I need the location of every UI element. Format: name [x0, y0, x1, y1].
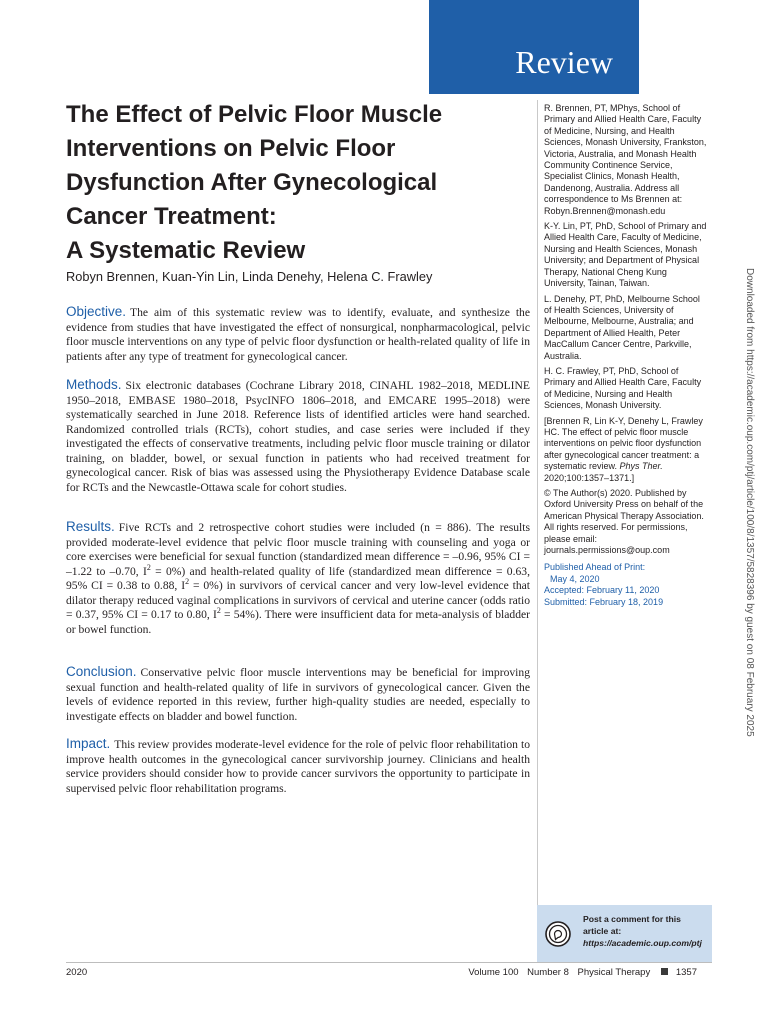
results-text: = 0%) and health-related quality of life (standardized mean difference = 0.63, 95% CI = 0.38 to 0.88, I [66, 564, 530, 592]
comment-line: Post a comment for this [583, 914, 681, 924]
results-heading: Results. [66, 519, 115, 534]
abstract-impact [66, 737, 530, 796]
publication-dates [544, 562, 709, 608]
copyright-notice: © The Author(s) 2020. Published by Oxford University Press on behalf of the American Physical Therapy Association. All rights reserved. For permissions, please email: journals.permissions@oup.com [544, 488, 704, 556]
superscript: 2 [216, 606, 221, 616]
published-date: May 4, 2020 [550, 573, 600, 584]
submitted-date: Submitted: February 18, 2019 [544, 596, 664, 607]
comment-line: article at: [583, 926, 622, 936]
affiliation: L. Denehy, PT, PhD, Melbourne School of Health Sciences, University of Melbourne, Melbourne, Australia; and Department of Allied Health, Peter MacCallum Cancer Centre, Parkville, Australia. [544, 293, 700, 361]
superscript: 2 [185, 577, 190, 587]
footer-year: 2020 [66, 967, 88, 978]
accepted-date: Accepted: February 11, 2020 [544, 585, 660, 596]
footer-number: Number 8 [527, 967, 569, 978]
abstract-methods [66, 378, 530, 495]
objective-heading: Objective. [66, 304, 127, 319]
affiliation: H. C. Frawley, PT, PhD, School of Primary and Allied Health Care, Faculty of Medicine, Nursing and Health Sciences, Monash University. [544, 365, 702, 411]
title-line: The Effect of Pelvic Floor Muscle [66, 101, 443, 128]
abstract-objective [66, 305, 530, 364]
title-line: Dysfunction After Gynecological [66, 169, 438, 196]
superscript: 2 [146, 562, 151, 572]
comment-bubble-icon [545, 921, 571, 947]
column-divider [537, 100, 538, 960]
comment-link[interactable]: https://academic.oup.com/ptj [583, 938, 702, 948]
citation-details: 2020;100:1357–1371.] [544, 472, 635, 483]
conclusion-heading: Conclusion. [66, 664, 137, 679]
impact-text: This review provides moderate-level evidence for the role of pelvic floor rehabilitation to improve health outcomes in the gynecological cancer survivorship journey. Clinicians and health service providers should consider how to provide cancer survivors the opportunity to participate in supervised pelvic floor rehabilitation programs. [66, 738, 530, 795]
footer-journal: Physical Therapy [577, 967, 651, 978]
abstract-conclusion [66, 665, 530, 724]
impact-heading: Impact. [66, 736, 111, 751]
footer-page: 1357 [675, 967, 697, 978]
comment-text [583, 913, 709, 949]
footer-volume: Volume 100 [468, 967, 519, 978]
methods-heading: Methods. [66, 377, 122, 392]
published-label: Published Ahead of Print: [544, 562, 646, 573]
abstract-results [66, 520, 530, 637]
comment-box [537, 905, 712, 962]
citation-journal: Phys Ther. [619, 461, 663, 472]
footer-info [462, 967, 697, 978]
review-banner [429, 0, 639, 94]
author-list: Robyn Brennen, Kuan-Yin Lin, Linda Denehy, Helena C. Frawley [66, 269, 433, 284]
banner-label: Review [515, 44, 613, 80]
title-line: A Systematic Review [66, 237, 306, 264]
article-title [66, 98, 506, 268]
title-line: Interventions on Pelvic Floor [66, 135, 396, 162]
objective-text: The aim of this systematic review was to identify, evaluate, and synthesize the evidence from studies that have investigated the effect of nonsurgical, nonpharmacological, pelvic floor muscle interventions on any type of pelvic floor dysfunction or health-related quality of life in patients after any type of treatment for gynecological cancer. [66, 306, 530, 363]
square-icon [661, 968, 668, 975]
sidebar-notes [544, 103, 709, 608]
citation [544, 416, 709, 484]
conclusion-text: Conservative pelvic floor muscle interventions may be beneficial for improving sexual function and health-related quality of life in survivors of gynecological cancer. Given the levels of evidence reported in this review, further high-quality studies are needed, especially to investigate effects on bladder and bowel function. [66, 666, 530, 723]
affiliation: R. Brennen, PT, MPhys, School of Primary and Allied Health Care, Faculty of Medicine, Nursing, and Health Sciences, Monash University, Frankston, Victoria, Australia, and Monash Health Community Continence Service, Specialist Clinics, Monash Health, Dandenong, Australia. Address all correspondence to Ms Brennen at: Robyn.Brennen@monash.edu [544, 103, 707, 216]
results-text: = 0%) in survivors of cervical cancer and very low-level evidence that dilator therapy reduced vaginal complications in survivors of cervical and uterine cancer (odds ratio = 0.37, 95% CI = 0.17 to 0.80, I [66, 579, 530, 621]
title-line: Cancer Treatment: [66, 203, 277, 230]
results-text: Five RCTs and 2 retrospective cohort studies were included (n = 886). The results provided moderate-level evidence that pelvic floor muscle training with counseling and yoga or core exercises were beneficial for sexual function (standardized mean difference = –0.96, 95% CI = –1.22 to –0.70, I [66, 521, 530, 578]
affiliation: K-Y. Lin, PT, PhD, School of Primary and Allied Health Care, Faculty of Medicine, Nursing and Health Sciences, Monash University; and Department of Physical Therapy, National Cheng Kung University, Tainan, Taiwan. [544, 221, 707, 289]
footer-rule [66, 962, 712, 963]
citation-text: [Brennen R, Lin K-Y, Denehy L, Frawley HC. The effect of pelvic floor muscle interventions on pelvic floor dysfunction after gynecological cancer treatment: a systematic review. [544, 415, 703, 472]
methods-text: Six electronic databases (Cochrane Library 2018, CINAHL 1982–2018, MEDLINE 1950–2018, EMBASE 1980–2018, PsycINFO 1806–2018, and EMCARE 1995–2018) were systematically searched in June 2018. Reference lists of identified articles were hand searched. Randomized controlled trials (RCTs), cohort studies, and case series were included if they investigated the effects of conservative treatments, including pelvic floor muscle training or dilator training, on bladder, bowel, or sexual function in patients who had received treatment for gynecological cancer. Risk of bias was assessed using the Physiotherapy Evidence Database scale for RCTs and the Newcastle-Ottawa scale for cohort studies. [66, 379, 530, 494]
download-stamp: Downloaded from https://academic.oup.com/ptj/article/100/8/1357/5828396 by guest on 08 February 2025 [744, 268, 755, 737]
results-text: = 54%). There were insufficient data for meta-analysis of bladder or bowel function. [66, 608, 531, 636]
